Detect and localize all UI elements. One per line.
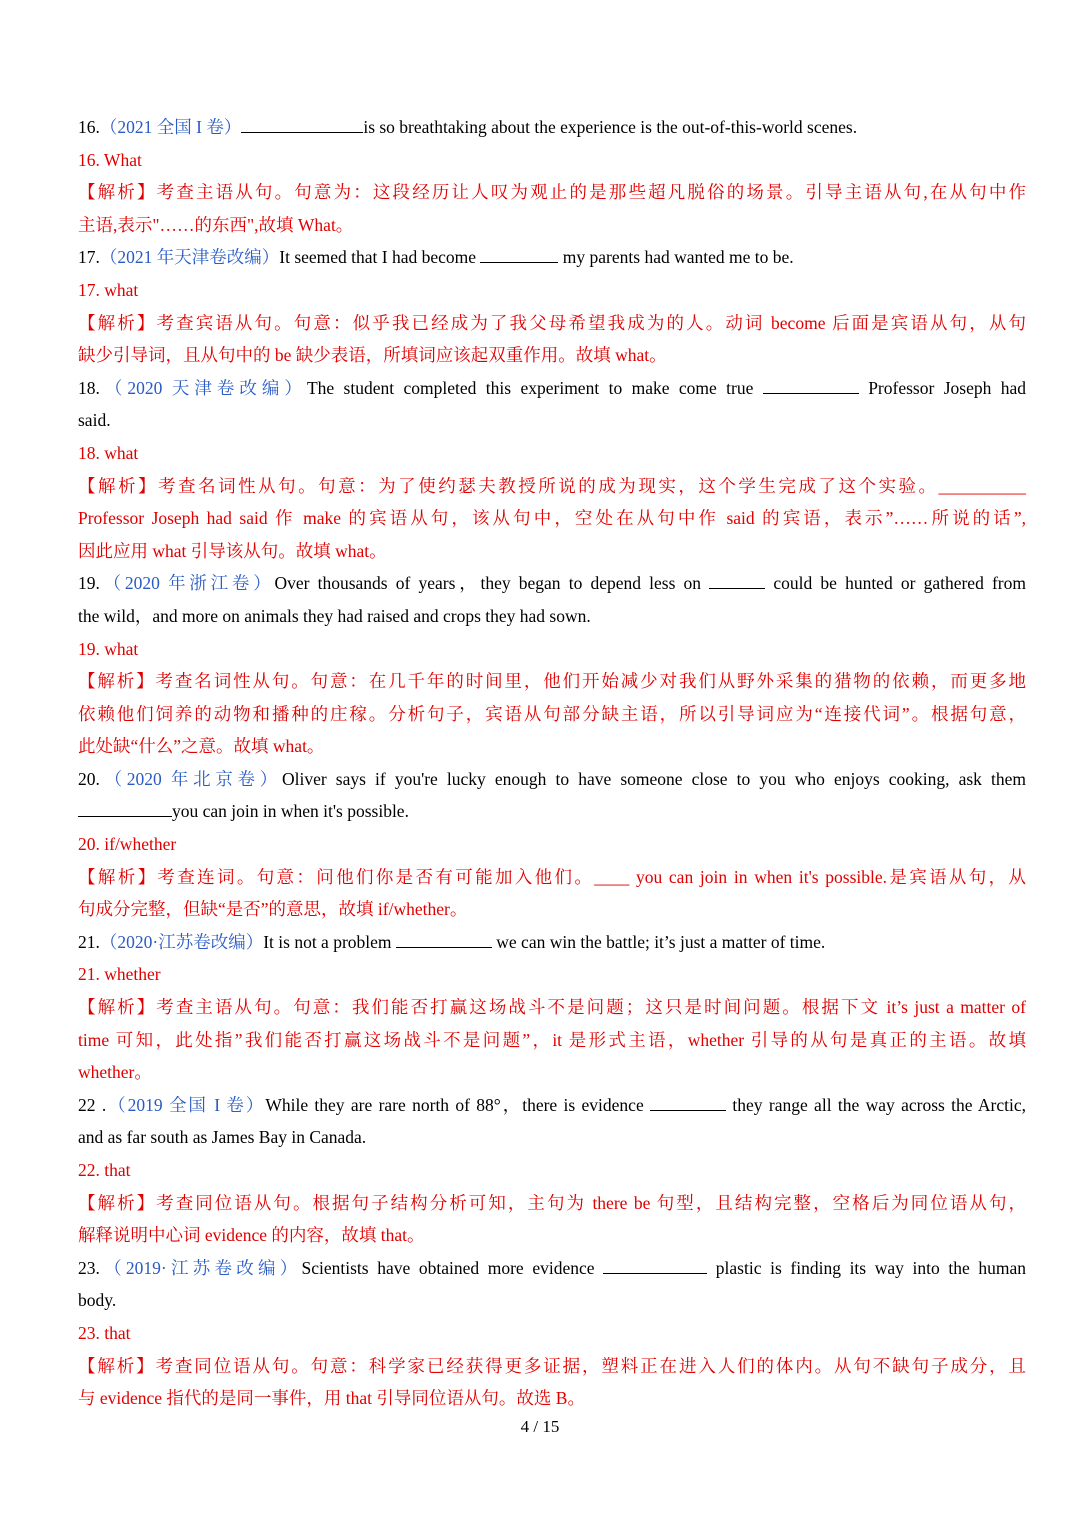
- stem-text: While they are rare north of 88°，there is evidence: [265, 1094, 651, 1115]
- explanation-line: 与 evidence 指代的是同一事件，用 that 引导同位语从句。故选 B。: [78, 1388, 585, 1409]
- question-stem-line: [78, 763, 1026, 796]
- question-stem-line: [78, 926, 1026, 959]
- question-block: [78, 111, 1026, 241]
- answer-blank: [603, 1255, 707, 1274]
- stem-text: body.: [78, 1290, 117, 1311]
- question-block: [78, 1089, 1026, 1252]
- stem-text: we can win the battle; it’s just a matter of time.: [491, 931, 826, 952]
- question-list: [78, 111, 1026, 1415]
- answer-blank: [78, 798, 172, 817]
- question-stem-line: [78, 1284, 1026, 1317]
- answer-line: 21. whether: [78, 964, 161, 985]
- answer-line: 23. that: [78, 1322, 131, 1343]
- explanation-line: 缺少引导词，且从句中的 be 缺少表语，所填词应该起双重作用。故填 what。: [78, 345, 667, 366]
- explanation-line: 主语,表示"……的东西",故填 What。: [78, 214, 354, 235]
- explanation-line: 句成分完整，但缺“是否”的意思，故填 if/whether。: [78, 899, 468, 920]
- stem-text: plastic is finding its way into the human: [707, 1257, 1027, 1278]
- question-number: 21.: [78, 931, 100, 952]
- question-source: （2019 全国 I 卷）: [106, 1094, 266, 1115]
- question-stem-line: [78, 1089, 1026, 1122]
- question-stem-line: [78, 372, 1026, 405]
- question-source: （2020 天津卷改编）: [99, 377, 307, 398]
- question-number: 22 .: [78, 1094, 107, 1115]
- stem-text: they range all the way across the Arctic,: [726, 1094, 1027, 1115]
- question-stem-line: [78, 1121, 1026, 1154]
- stem-text: Over thousands of years，they began to depend less on: [274, 573, 710, 594]
- question-source: （2020·江苏卷改编）: [99, 931, 264, 952]
- question-block: [78, 567, 1026, 763]
- question-source: （2021 全国 I 卷）: [99, 117, 242, 137]
- answer-line: 16. What: [78, 149, 142, 170]
- question-block: [78, 763, 1026, 926]
- explanation-line: 【解析】考查宾语从句。句意：似乎我已经成为了我父母希望我成为的人。动词 become 后面是宾语从句，从句: [78, 312, 1026, 333]
- question-stem-line: [78, 600, 1026, 633]
- stem-text: could be hunted or gathered from: [765, 573, 1027, 594]
- question-source: （2021 年天津卷改编）: [99, 247, 280, 268]
- explanation-line: 【解析】考查同位语从句。根据句子结构分析可知，主句为 there be 句型，且结构完整，空格后为同位语从句，: [78, 1192, 1026, 1213]
- question-stem-line: [78, 404, 1026, 437]
- question-block: [78, 241, 1026, 371]
- question-stem-line: [78, 567, 1026, 600]
- question-stem-line: [78, 241, 1026, 274]
- stem-text: is so breathtaking about the experience is the out-of-this-world scenes.: [363, 117, 858, 137]
- question-stem-line: [78, 111, 1026, 144]
- stem-text: you can join in when it's possible.: [172, 801, 409, 822]
- answer-blank: [241, 114, 363, 133]
- stem-text: The student completed this experiment to make come true: [306, 377, 763, 398]
- explanation-line: 【解析】考查连词。句意：问他们你是否有可能加入他们。____ you can join in when it's possible.是宾语从句，从: [78, 866, 1026, 887]
- explanation-line: 依赖他们饲养的动物和播种的庄稼。分析句子，宾语从句部分缺主语，所以引导词应为“连接代词”。根据句意，: [78, 703, 1026, 724]
- stem-text: It is not a problem: [263, 931, 396, 952]
- answer-line: 17. what: [78, 279, 139, 300]
- answer-line: 22. that: [78, 1160, 131, 1180]
- question-source: （2020 年浙江卷）: [99, 573, 275, 594]
- explanation-line: 【解析】考查同位语从句。句意：科学家已经获得更多证据，塑料正在进入人们的体内。从句不缺句子成分，且: [78, 1355, 1026, 1376]
- explanation-line: 解释说明中心词 evidence 的内容，故填 that。: [78, 1225, 425, 1246]
- stem-text: Scientists have obtained more evidence: [301, 1257, 604, 1278]
- question-source: （2020 年北京卷）: [99, 768, 282, 789]
- stem-text: Professor Joseph had: [858, 377, 1026, 398]
- answer-blank: [650, 1092, 726, 1111]
- explanation-line: 【解析】考查名词性从句。句意：为了使约瑟夫教授所说的成为现实，这个学生完成了这个实验。__________: [78, 475, 1026, 496]
- answer-line: 18. what: [78, 442, 139, 463]
- question-stem-line: [78, 1252, 1026, 1285]
- stem-text: and as far south as James Bay in Canada.: [78, 1127, 367, 1148]
- explanation-line: time 可知，此处指”我们能否打赢这场战斗不是问题”，it 是形式主语，whether 引导的从句是真正的主语。故填: [78, 1029, 1026, 1050]
- explanation-line: Professor Joseph had said 作 make 的宾语从句，该从句中，空处在从句中作 said 的宾语，表示”……所说的话”,: [78, 508, 1026, 529]
- question-block: [78, 372, 1026, 568]
- explanation-line: 因此应用 what 引导该从句。故填 what。: [78, 540, 387, 561]
- question-block: [78, 926, 1026, 1089]
- explanation-line: whether。: [78, 1062, 152, 1083]
- stem-text: the wild，and more on animals they had raised and crops they had sown.: [78, 605, 591, 626]
- stem-text: my parents had wanted me to be.: [558, 247, 794, 268]
- question-block: [78, 1252, 1026, 1415]
- question-stem-line: [78, 795, 1026, 828]
- question-source: （2019·江苏卷改编）: [99, 1257, 302, 1278]
- page-number: 4 / 15: [520, 1417, 560, 1436]
- question-number: 18.: [78, 377, 100, 398]
- answer-blank: [709, 570, 765, 589]
- answer-blank: [763, 375, 859, 394]
- question-number: 19.: [78, 573, 100, 594]
- explanation-line: 【解析】考查主语从句。句意为：这段经历让人叹为观止的是那些超凡脱俗的场景。引导主语从句,在从句中作: [78, 182, 1026, 203]
- stem-text: It seemed that I had become: [279, 247, 481, 268]
- question-number: 23.: [78, 1257, 100, 1278]
- answer-blank: [396, 929, 492, 948]
- explanation-line: 【解析】考查名词性从句。句意：在几千年的时间里，他们开始减少对我们从野外采集的猎物的依赖，而更多地: [78, 671, 1026, 692]
- answer-line: 19. what: [78, 638, 139, 659]
- answer-blank: [480, 244, 558, 263]
- stem-text: said.: [78, 410, 111, 431]
- question-number: 16.: [78, 117, 100, 137]
- question-number: 17.: [78, 247, 100, 268]
- question-number: 20.: [78, 768, 100, 789]
- answer-line: 20. if/whether: [78, 834, 177, 855]
- explanation-line: 【解析】考查主语从句。句意：我们能否打赢这场战斗不是问题；这只是时间问题。根据下文 it’s just a matter of: [78, 997, 1026, 1018]
- explanation-line: 此处缺“什么”之意。故填 what。: [78, 736, 325, 757]
- stem-text: Oliver says if you're lucky enough to have someone close to you who enjoys cooking, ask them: [282, 768, 1026, 789]
